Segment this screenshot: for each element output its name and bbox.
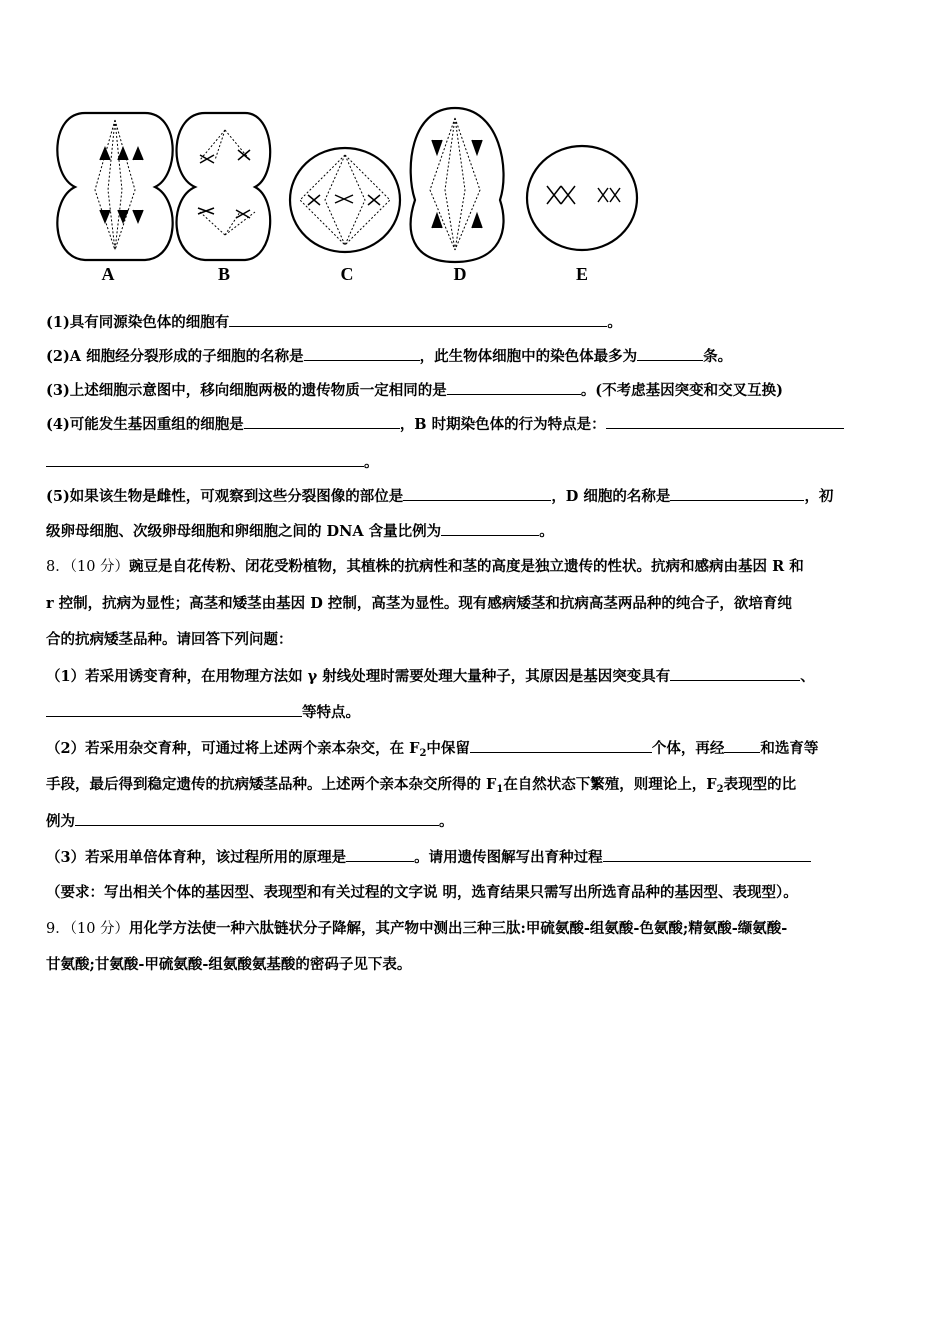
q8-sub1-cont: 等特点。 bbox=[46, 702, 360, 723]
q7-part2: (2)A 细胞经分裂形成的子细胞的名称是 ，此生物体细胞中的染色体最多为 条。 bbox=[46, 348, 733, 365]
answer-blank[interactable] bbox=[244, 414, 400, 429]
q7-part4-cont: 。 bbox=[46, 452, 379, 473]
answer-blank[interactable] bbox=[670, 486, 804, 501]
answer-blank[interactable] bbox=[75, 811, 439, 826]
q8-stem-line2: r 控制，抗病为显性；高茎和矮茎由基因 D 控制，高茎为显性。现有感病矮茎和抗病高茎两品种的纯合子，欲培育纯 bbox=[46, 595, 792, 612]
answer-blank[interactable] bbox=[346, 847, 414, 862]
answer-blank[interactable] bbox=[670, 666, 800, 681]
answer-blank[interactable] bbox=[304, 346, 420, 361]
cell-e-membrane bbox=[527, 146, 637, 250]
q8-sub2-cont: 手段，最后得到稳定遗传的抗病矮茎品种。上述两个亲本杂交所得的 $F_1$在自然状态下繁殖，则理论上，$F_2$表现型的比 bbox=[46, 776, 797, 795]
q7-part4: (4)可能发生基因重组的细胞是 ，B 时期染色体的行为特点是： bbox=[46, 414, 844, 435]
answer-blank[interactable] bbox=[46, 452, 364, 467]
answer-blank[interactable] bbox=[46, 702, 302, 717]
answer-blank[interactable] bbox=[447, 380, 581, 395]
q7-part5: (5)如果该生物是雌性，可观察到这些分裂图像的部位是 ，D 细胞的名称是 ，初 bbox=[46, 488, 834, 505]
q7-part1: (1)具有同源染色体的细胞有 。 bbox=[46, 314, 622, 331]
q8-sub2: （2）若采用杂交育种，可通过将上述两个亲本杂交，在 $F_2$中保留 个体，再经 和选育等 bbox=[46, 740, 819, 759]
q8-sub2-cont2: 例为 。 bbox=[46, 813, 454, 830]
q9-stem-line2: 甘氨酸;甘氨酸-甲硫氨酸-组氨酸氨基酸的密码子见下表。 bbox=[46, 956, 412, 973]
q8-stem-line1: 8．（10 分）豌豆是自花传粉、闭花受粉植物，其植株的抗病性和茎的高度是独立遗传的性状。抗病和感病由基因 R 和 bbox=[46, 558, 804, 575]
q8-sub3-requirement: （要求：写出相关个体的基因型、表现型和有关过程的文字说 明，选育结果只需写出所选育品种的基因型、表现型）。 bbox=[46, 884, 798, 901]
q9-stem-line1: 9．（10 分）用化学方法使一种六肽链状分子降解，其产物中测出三种三肽:甲硫氨酸-组氨酸-色氨酸;精氨酸-缬氨酸- bbox=[46, 920, 788, 937]
q8-sub3: （3）若采用单倍体育种，该过程所用的原理是 。请用遗传图解写出育种过程 bbox=[46, 847, 811, 868]
q8-sub1: （1）若采用诱变育种，在用物理方法如 γ 射线处理时需要处理大量种子，其原因是基因突变具有 、 bbox=[46, 668, 815, 685]
figure-label-b: B bbox=[217, 264, 231, 284]
q7-part3: (3)上述细胞示意图中，移向细胞两极的遗传物质一定相同的是 。(不考虑基因突变和交叉互换) bbox=[46, 382, 784, 399]
answer-blank[interactable] bbox=[229, 312, 607, 327]
figure-label-d: D bbox=[453, 264, 467, 284]
figure-label-c: C bbox=[340, 264, 354, 284]
answer-blank[interactable] bbox=[724, 738, 760, 753]
answer-blank[interactable] bbox=[470, 738, 652, 753]
cell-a-membrane bbox=[57, 113, 172, 260]
figure-label-a: A bbox=[101, 264, 115, 284]
answer-blank[interactable] bbox=[441, 521, 539, 536]
q7-part5-cont: 级卵母细胞、次级卵母细胞和卵细胞之间的 DNA 含量比例为 。 bbox=[46, 523, 554, 540]
answer-blank[interactable] bbox=[603, 847, 811, 862]
cell-division-figure bbox=[50, 100, 650, 290]
q9-number: 9．（10 分） bbox=[46, 921, 130, 937]
figure-label-e: E bbox=[575, 264, 589, 284]
cell-division-diagrams bbox=[50, 100, 650, 290]
answer-blank[interactable] bbox=[606, 414, 844, 429]
q8-number: 8．（10 分） bbox=[46, 559, 130, 575]
answer-blank[interactable] bbox=[403, 486, 551, 501]
answer-blank[interactable] bbox=[637, 346, 703, 361]
q8-stem-line3: 合的抗病矮茎品种。请回答下列问题： bbox=[46, 631, 293, 648]
